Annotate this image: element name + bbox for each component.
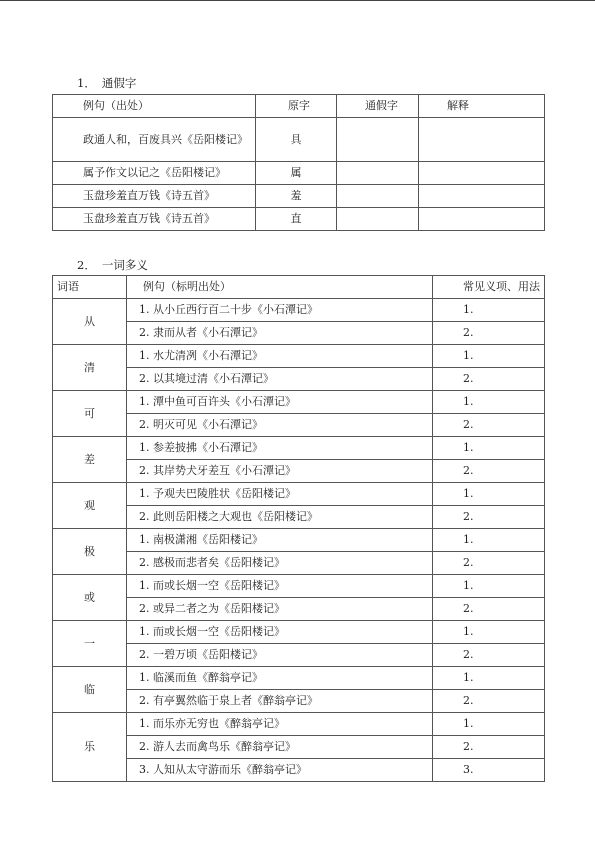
original-char-cell: 羞	[256, 185, 337, 208]
example-cell: 属予作文以记之《岳阳楼记》	[53, 162, 256, 185]
example-cell: 3. 人知从太守游而乐《醉翁亭记》	[127, 759, 433, 782]
tongjia-table	[52, 94, 545, 231]
table-row	[53, 118, 545, 162]
table-row	[53, 414, 545, 437]
example-cell: 1. 予观夫巴陵胜状《岳阳楼记》	[127, 483, 433, 506]
example-cell: 1. 而乐亦无穷也《醉翁亭记》	[127, 713, 433, 736]
meaning-cell[interactable]: 1.	[433, 713, 545, 736]
meaning-cell[interactable]: 2.	[433, 552, 545, 575]
section2-title: 一词多义	[101, 258, 148, 272]
meaning-cell[interactable]: 1.	[433, 299, 545, 322]
word-cell: 极	[53, 529, 127, 575]
example-cell: 2. 有亭翼然临于泉上者《醉翁亭记》	[127, 690, 433, 713]
table-row	[53, 299, 545, 322]
table-row	[53, 759, 545, 782]
meaning-cell[interactable]: 2.	[433, 322, 545, 345]
word-cell: 清	[53, 345, 127, 391]
example-cell: 1. 南极潇湘《岳阳楼记》	[127, 529, 433, 552]
example-cell: 1. 潭中鱼可百许头《小石潭记》	[127, 391, 433, 414]
example-cell: 1. 而或长烟一空《岳阳楼记》	[127, 621, 433, 644]
meaning-cell[interactable]: 2.	[433, 598, 545, 621]
header-example: 例句（标明出处）	[127, 276, 433, 299]
meaning-cell[interactable]: 1.	[433, 483, 545, 506]
section1-heading	[77, 76, 136, 90]
header-example: 例句（出处）	[53, 95, 256, 118]
example-cell: 1. 而或长烟一空《岳阳楼记》	[127, 575, 433, 598]
word-cell: 或	[53, 575, 127, 621]
meaning-cell[interactable]: 2.	[433, 460, 545, 483]
meaning-cell[interactable]: 3.	[433, 759, 545, 782]
meaning-cell[interactable]: 1.	[433, 529, 545, 552]
original-char-cell: 直	[256, 208, 337, 231]
table-row	[53, 529, 545, 552]
table-row	[53, 208, 545, 231]
table-header-row	[53, 276, 545, 299]
table-row	[53, 162, 545, 185]
example-cell: 1. 水尤清冽《小石潭记》	[127, 345, 433, 368]
table-row	[53, 460, 545, 483]
section1-number: 1．	[77, 76, 96, 90]
tongjia-answer-cell[interactable]	[337, 185, 419, 208]
example-cell: 2. 游人去而禽鸟乐《醉翁亭记》	[127, 736, 433, 759]
top-rule	[0, 0, 595, 1]
table-header-row	[53, 95, 545, 118]
meaning-cell[interactable]: 1.	[433, 575, 545, 598]
word-cell: 乐	[53, 713, 127, 782]
table-row	[53, 368, 545, 391]
word-cell: 从	[53, 299, 127, 345]
meaning-cell[interactable]: 2.	[433, 644, 545, 667]
example-cell: 2. 以其境过清《小石潭记》	[127, 368, 433, 391]
table-row	[53, 598, 545, 621]
example-cell: 2. 此则岳阳楼之大观也《岳阳楼记》	[127, 506, 433, 529]
word-cell: 一	[53, 621, 127, 667]
word-cell: 差	[53, 437, 127, 483]
example-cell: 1. 临溪而鱼《醉翁亭记》	[127, 667, 433, 690]
header-word: 词语	[53, 276, 127, 299]
table-row	[53, 575, 545, 598]
meaning-cell[interactable]: 1.	[433, 345, 545, 368]
word-cell: 观	[53, 483, 127, 529]
table-row	[53, 713, 545, 736]
header-explain: 解释	[419, 95, 545, 118]
table-row	[53, 345, 545, 368]
table-row	[53, 391, 545, 414]
header-original: 原字	[256, 95, 337, 118]
meaning-cell[interactable]: 1.	[433, 667, 545, 690]
table-row	[53, 483, 545, 506]
table-row	[53, 690, 545, 713]
section1-title: 通假字	[101, 76, 137, 90]
table-row	[53, 621, 545, 644]
section2-number: 2．	[77, 258, 96, 272]
explain-answer-cell[interactable]	[419, 118, 545, 162]
word-cell: 临	[53, 667, 127, 713]
tongjia-answer-cell[interactable]	[337, 208, 419, 231]
explain-answer-cell[interactable]	[419, 208, 545, 231]
meaning-cell[interactable]: 2.	[433, 368, 545, 391]
example-cell: 2. 其岸势犬牙差互《小石潭记》	[127, 460, 433, 483]
example-cell: 2. 一碧万顷《岳阳楼记》	[127, 644, 433, 667]
meaning-cell[interactable]: 1.	[433, 621, 545, 644]
meaning-cell[interactable]: 2.	[433, 690, 545, 713]
original-char-cell: 属	[256, 162, 337, 185]
example-text: 政通人和，百废具兴《岳阳楼记》	[83, 132, 248, 146]
meaning-cell[interactable]: 1.	[433, 437, 545, 460]
table-row	[53, 667, 545, 690]
tongjia-answer-cell[interactable]	[337, 118, 419, 162]
example-cell: 1. 从小丘西行百二十步《小石潭记》	[127, 299, 433, 322]
meaning-cell[interactable]: 2.	[433, 736, 545, 759]
polysemy-table	[52, 275, 545, 782]
meaning-cell[interactable]: 1.	[433, 391, 545, 414]
example-cell: 2. 隶而从者《小石潭记》	[127, 322, 433, 345]
example-cell	[53, 118, 256, 162]
example-cell: 2. 明灭可见《小石潭记》	[127, 414, 433, 437]
explain-answer-cell[interactable]	[419, 162, 545, 185]
example-cell: 1. 参差披拂《小石潭记》	[127, 437, 433, 460]
table-row	[53, 437, 545, 460]
table-row	[53, 552, 545, 575]
header-meaning: 常见义项、用法	[433, 276, 545, 299]
explain-answer-cell[interactable]	[419, 185, 545, 208]
meaning-cell[interactable]: 2.	[433, 506, 545, 529]
example-cell: 2. 感极而悲者矣《岳阳楼记》	[127, 552, 433, 575]
tongjia-answer-cell[interactable]	[337, 162, 419, 185]
table-row	[53, 644, 545, 667]
section2-heading	[77, 258, 148, 272]
table-row	[53, 736, 545, 759]
word-cell: 可	[53, 391, 127, 437]
example-cell: 玉盘珍羞直万钱《诗五首》	[53, 185, 256, 208]
example-cell: 2. 或异二者之为《岳阳楼记》	[127, 598, 433, 621]
table-row	[53, 506, 545, 529]
original-char-cell: 具	[256, 118, 337, 162]
header-tongjia: 通假字	[337, 95, 419, 118]
example-cell: 玉盘珍羞直万钱《诗五首》	[53, 208, 256, 231]
meaning-cell[interactable]: 2.	[433, 414, 545, 437]
table-row	[53, 185, 545, 208]
table-row	[53, 322, 545, 345]
